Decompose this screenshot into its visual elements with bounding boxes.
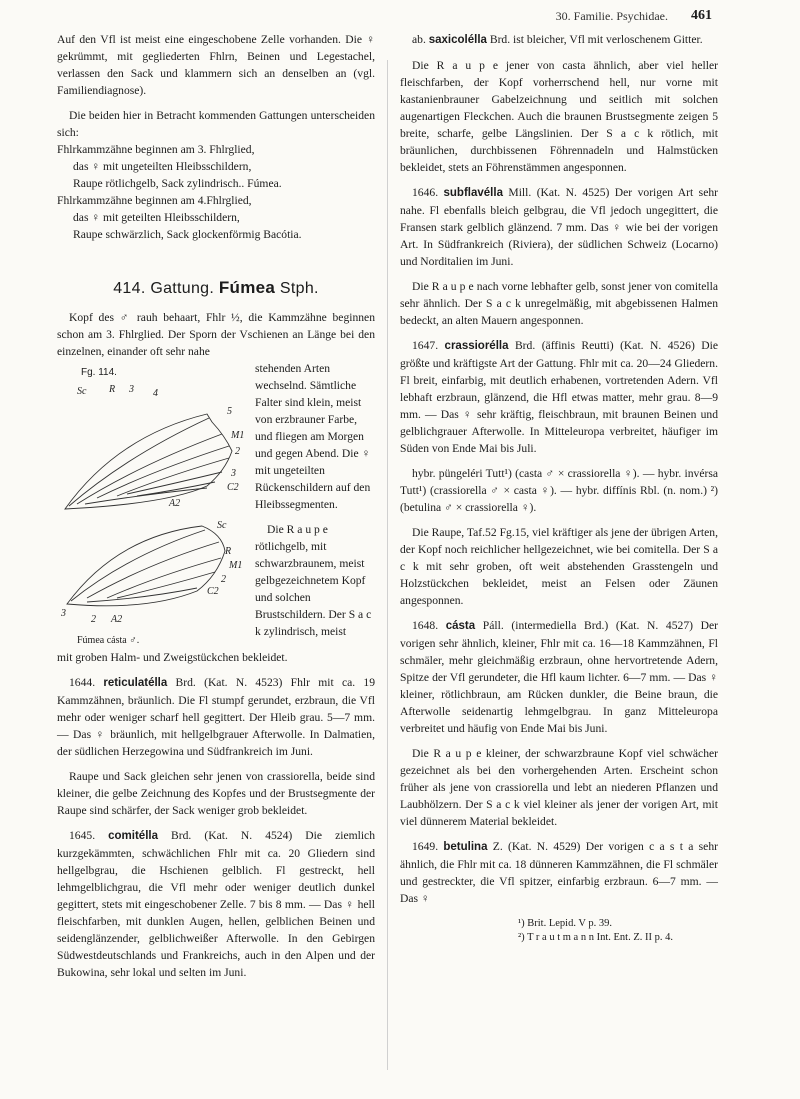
species-name: saxicolélla xyxy=(428,34,487,46)
key-line: Fhlrkammzähne beginnen am 4.Fhlrglied, xyxy=(57,194,252,207)
larva-description: Die R a u p e nach vorne lebhafter gelb, sonst jener von comitella sehr ähnlich. Der S a c k unregelmäßig, mit abgebissenen Halmen bedeckt, an alten Mauern angesponnen. xyxy=(400,280,718,327)
vein-label: 3 xyxy=(231,468,236,479)
entry-prefix: 1646. xyxy=(412,186,444,199)
entry-prefix: 1648. xyxy=(412,619,446,632)
entry-text: Z. (Kat. N. 4529) Der vorigen c a s t a sehr ähnlich, die Fhlr mit ca. 18 dünneren Kammzähnen, die Fl schmäler und gestreckter, die Vfl spitzer, einfarbig erzbraun. 6—7 mm. — Das ♀ xyxy=(400,840,718,905)
species-name: reticulatélla xyxy=(103,677,168,689)
larva-description: Die R a u p e kleiner, der schwarzbraune Kopf viel schwächer gezeichnet als bei den vorhergehenden Arten. Erscheint schon früher als jene von crassiorella und lebt an niederen Pflanzen und Laubhölzern. Der S a c k viel kleiner als jener der vorigen Art, mit viel dünnerem Material bekleidet. xyxy=(400,747,718,828)
vein-label: C2 xyxy=(227,482,239,493)
footnotes xyxy=(400,917,718,945)
vein-label: Sc xyxy=(217,520,227,531)
vein-label: 2 xyxy=(235,446,240,457)
entry-text: Brd. ist bleicher, Vfl mit verloschenem Gitter. xyxy=(486,33,703,46)
entry-text: Brd. (äffinis Reutti) (Kat. N. 4526) Die größte und kräftigste Art der Gattung. Fhlr mit ca. 20—24 Gliedern. Fl breit, einfarbig, mit deutlich erhabenen, vortretenden Adern. Vfl lebhaft erzbraun, glänzend, die Hfl etwas matter, mehr grau. 8—9 mm. — Das ♀ sehr kräftig, fleischbraun, mit braunen Beinen und gelblichgrauer Afterwolle. In Mitteleuropa verbreitet, häufiger im Süden von Ende Mai bis Juli. xyxy=(400,339,718,455)
entry-prefix: 1649. xyxy=(412,840,444,853)
vein-label: A2 xyxy=(111,614,123,625)
hybrids-paragraph: hybr. püngeléri Tutt¹) (casta ♂ × crassiorella ♀). — hybr. invérsa Tutt¹) (crassiorella ♂ × casta ♀). — hybr. diffínis Rbl. (n. nom.) ²) (betulina ♂ × crassiorella ♀). xyxy=(400,467,718,514)
species-entry xyxy=(400,184,718,270)
side-paragraph: Die R a u p e rötlichgelb, mit schwarzbraunem, meist gelbgezeichnetem Kopf und solchen Brustschildern. Der S a c k zylindrisch, meist xyxy=(255,523,372,638)
species-name: subflavélla xyxy=(443,187,503,199)
column-divider xyxy=(387,60,388,1070)
entry-text: Páll. (intermediella Brd.) (Kat. N. 4527) Der vorigen sehr ähnlich, kleiner, Fhlr mit ca. 16—18 Kammzähnen, Fl schmäler, mehr gleichmäßig erzbraun, ohne hervortretende Adern, Spitze der Vfl gerundeter, die Hfl kaum lichter. 6—7 mm. — Das ♀ kleiner, rötlichbraun, am Rücken dunkler, die Beine braun, die Afterwolle seidenartig lehmgelbgrau. In ganz Mitteleuropa verbreitet und häufig von Ende Mai bis Juni. xyxy=(400,619,718,735)
genus-key xyxy=(57,141,375,243)
footnote: ¹) Brit. Lepid. V p. 39. xyxy=(518,918,613,929)
genus-name: Fúmea xyxy=(218,278,276,297)
species-entry xyxy=(400,337,718,457)
species-entry xyxy=(400,617,718,737)
vein-label: A2 xyxy=(169,498,181,509)
vein-label: M1 xyxy=(231,430,245,441)
footnote: ²) T r a u t m a n n Int. Ent. Z. II p. 4. xyxy=(518,932,673,943)
genus-intro: Kopf des ♂ rauh behaart, Fhlr ½, die Kammzähne beginnen schon am 3. Fhlrglied. Der Sporn der Vschienen an Länge bei den einzelnen, einander oft sehr nahe xyxy=(57,311,375,358)
entry-prefix: 1647. xyxy=(412,339,445,352)
vein-label: R xyxy=(109,384,116,395)
vein-label: 3 xyxy=(129,384,134,395)
entry-prefix: ab. xyxy=(412,33,429,46)
wing-venation-figure xyxy=(57,364,257,649)
key-line: das ♀ mit geteilten Hleibsschildern, xyxy=(73,211,240,224)
entry-text: Mill. (Kat. N. 4525) Der vorigen Art sehr nahe. Fl ebenfalls bleich gelbgrau, die Vfl jedoch ungegittert, die Fransen stark gelblich glänzend. 7 mm. Das ♀ wie bei der vorigen Art. In Südfrankreich (Riviera), der südlichen Schweiz (Locarno) und Norditalien im Juni. xyxy=(400,186,718,268)
vein-label: M1 xyxy=(229,560,243,571)
species-name: comitélla xyxy=(108,830,158,842)
species-entry xyxy=(57,827,375,981)
key-line: Fhlrkammzähne beginnen am 3. Fhlrglied, xyxy=(57,143,255,156)
figure-label: Fg. 114. xyxy=(81,367,117,378)
key-line: Raupe rötlichgelb, Sack zylindrisch.. Fúmea. xyxy=(73,177,282,190)
genus-author: Stph. xyxy=(279,280,319,297)
page-header xyxy=(0,0,800,26)
species-entry xyxy=(400,31,718,49)
vein-label: 4 xyxy=(153,388,158,399)
key-line: Raupe schwärzlich, Sack glockenförmig Bacótia. xyxy=(73,228,302,241)
vein-label: Sc xyxy=(77,386,87,397)
species-name: crassiorélla xyxy=(444,340,509,352)
section-prefix: 414. Gattung. xyxy=(113,280,215,297)
vein-label: R xyxy=(225,546,232,557)
figure-side-text xyxy=(255,360,375,640)
vein-label: 2 xyxy=(221,574,226,585)
right-column xyxy=(400,31,718,945)
entry-number: 1645. xyxy=(69,829,96,842)
left-column xyxy=(57,31,375,989)
vein-label: 5 xyxy=(227,406,232,417)
intro-paragraph: Die beiden hier in Betracht kommenden Gattungen unterscheiden sich: xyxy=(57,109,375,139)
species-entry xyxy=(400,838,718,907)
entry-text: Brd. (Kat. N. 4524) Die ziemlich kurzgekämmten, schwächlichen Fhlr mit ca. 20 Gliedern sind hellgelbgrau, die Hschienen gelblich. Fl gestreckt, hell lehmgelblichgrau, die Vfl mehr oder weniger deutlich dunkel gegittert, stets mit eingeschobener Zelle. 7 bis 8 mm. — Das ♀ hell fleischfarben, mit dunklen Augen, hellen, gelblichen Beinen und seidenglänzender, gelblichweißer Afterwolle. In den Gebirgen Südwestdeutschlands und Frankreichs, auch in den Alpen und der Bukowina, sehr lokal und selten im Juni. xyxy=(57,829,375,979)
species-entry xyxy=(57,674,375,760)
larva-description: Die Raupe, Taf.52 Fg.15, viel kräftiger als jene der übrigen Arten, der Kopf noch reichlicher hellgezeichnet, wie bei comitella. Der S a c k mit sehr groben, oft weit abstehenden Grasstengeln und Holzstückchen bekleidet, meist an Felsen oder Zäunen angesponnen. xyxy=(400,526,718,607)
figure-block xyxy=(57,364,375,649)
key-line: das ♀ mit ungeteilten Hleibsschildern, xyxy=(73,160,252,173)
section-heading xyxy=(57,279,375,297)
larva-description: Raupe und Sack gleichen sehr jenen von crassiorella, beide sind kleiner, die gelbe Zeichnung des Kopfes und der Brustsegmente der Raupe sind schärfer, der Sack weniger grob bekleidet. xyxy=(57,770,375,817)
entry-number: 1644. xyxy=(69,676,96,689)
wing-diagram xyxy=(57,376,257,641)
after-figure-text: mit groben Halm- und Zweigstückchen bekleidet. xyxy=(57,651,288,664)
larva-description: Die R a u p e jener von casta ähnlich, aber viel heller fleischfarben, der Kopf vorherrschend hell, nur vorne mit kastanienbrauner Gabelzeichnung und seitlich mit solchen augenartigen Fleckchen. Auch die braunen Brustsegmente zeigen 5 breite, scharfe, gelbe Längslinien. Der S a c k rötlich, mit bräunlichen, durchbissenen Föhrennadeln und Halmstücken bekleidet, stets an Föhrenstämmen angesponnen. xyxy=(400,59,718,174)
page-number: 461 xyxy=(691,8,712,23)
entry-text: Brd. (Kat. N. 4523) Fhlr mit ca. 19 Kammzähnen, bräunlich. Die Fl stumpf gerundet, erzbraun, die Vfl mehr oder weniger scharf hell gegittert. Der Hleib grau. 5—7 mm. — Das ♀ bräunlich, mit hellgelbgrauer Afterwolle. In Dalmatien, der südlichen Herzegowina und Südfrankreich im Juni. xyxy=(57,676,375,758)
vein-label: 3 xyxy=(61,608,66,619)
running-title: 30. Familie. Psychidae. xyxy=(555,9,668,23)
species-name: betulina xyxy=(443,841,488,853)
intro-paragraph: Auf den Vfl ist meist eine eingeschobene Zelle vorhanden. Die ♀ gekrümmt, mit gegliederten Fhlrn, Beinen und Legestachel, verlassen den Sack und klammern sich an denselben an (vgl. Familiendiagnose). xyxy=(57,33,375,97)
species-name: cásta xyxy=(445,620,476,632)
vein-label: 2 xyxy=(91,614,96,625)
side-paragraph: stehenden Arten wechselnd. Sämtliche Falter sind klein, meist von erzbrauner Farbe, und fliegen am Morgen und gegen Abend. Die ♀ mit ungeteilten Rückenschildern auf den Hleibssegmenten. xyxy=(255,362,371,511)
vein-label: C2 xyxy=(207,586,219,597)
figure-caption: Fúmea cásta ♂. xyxy=(77,635,140,646)
